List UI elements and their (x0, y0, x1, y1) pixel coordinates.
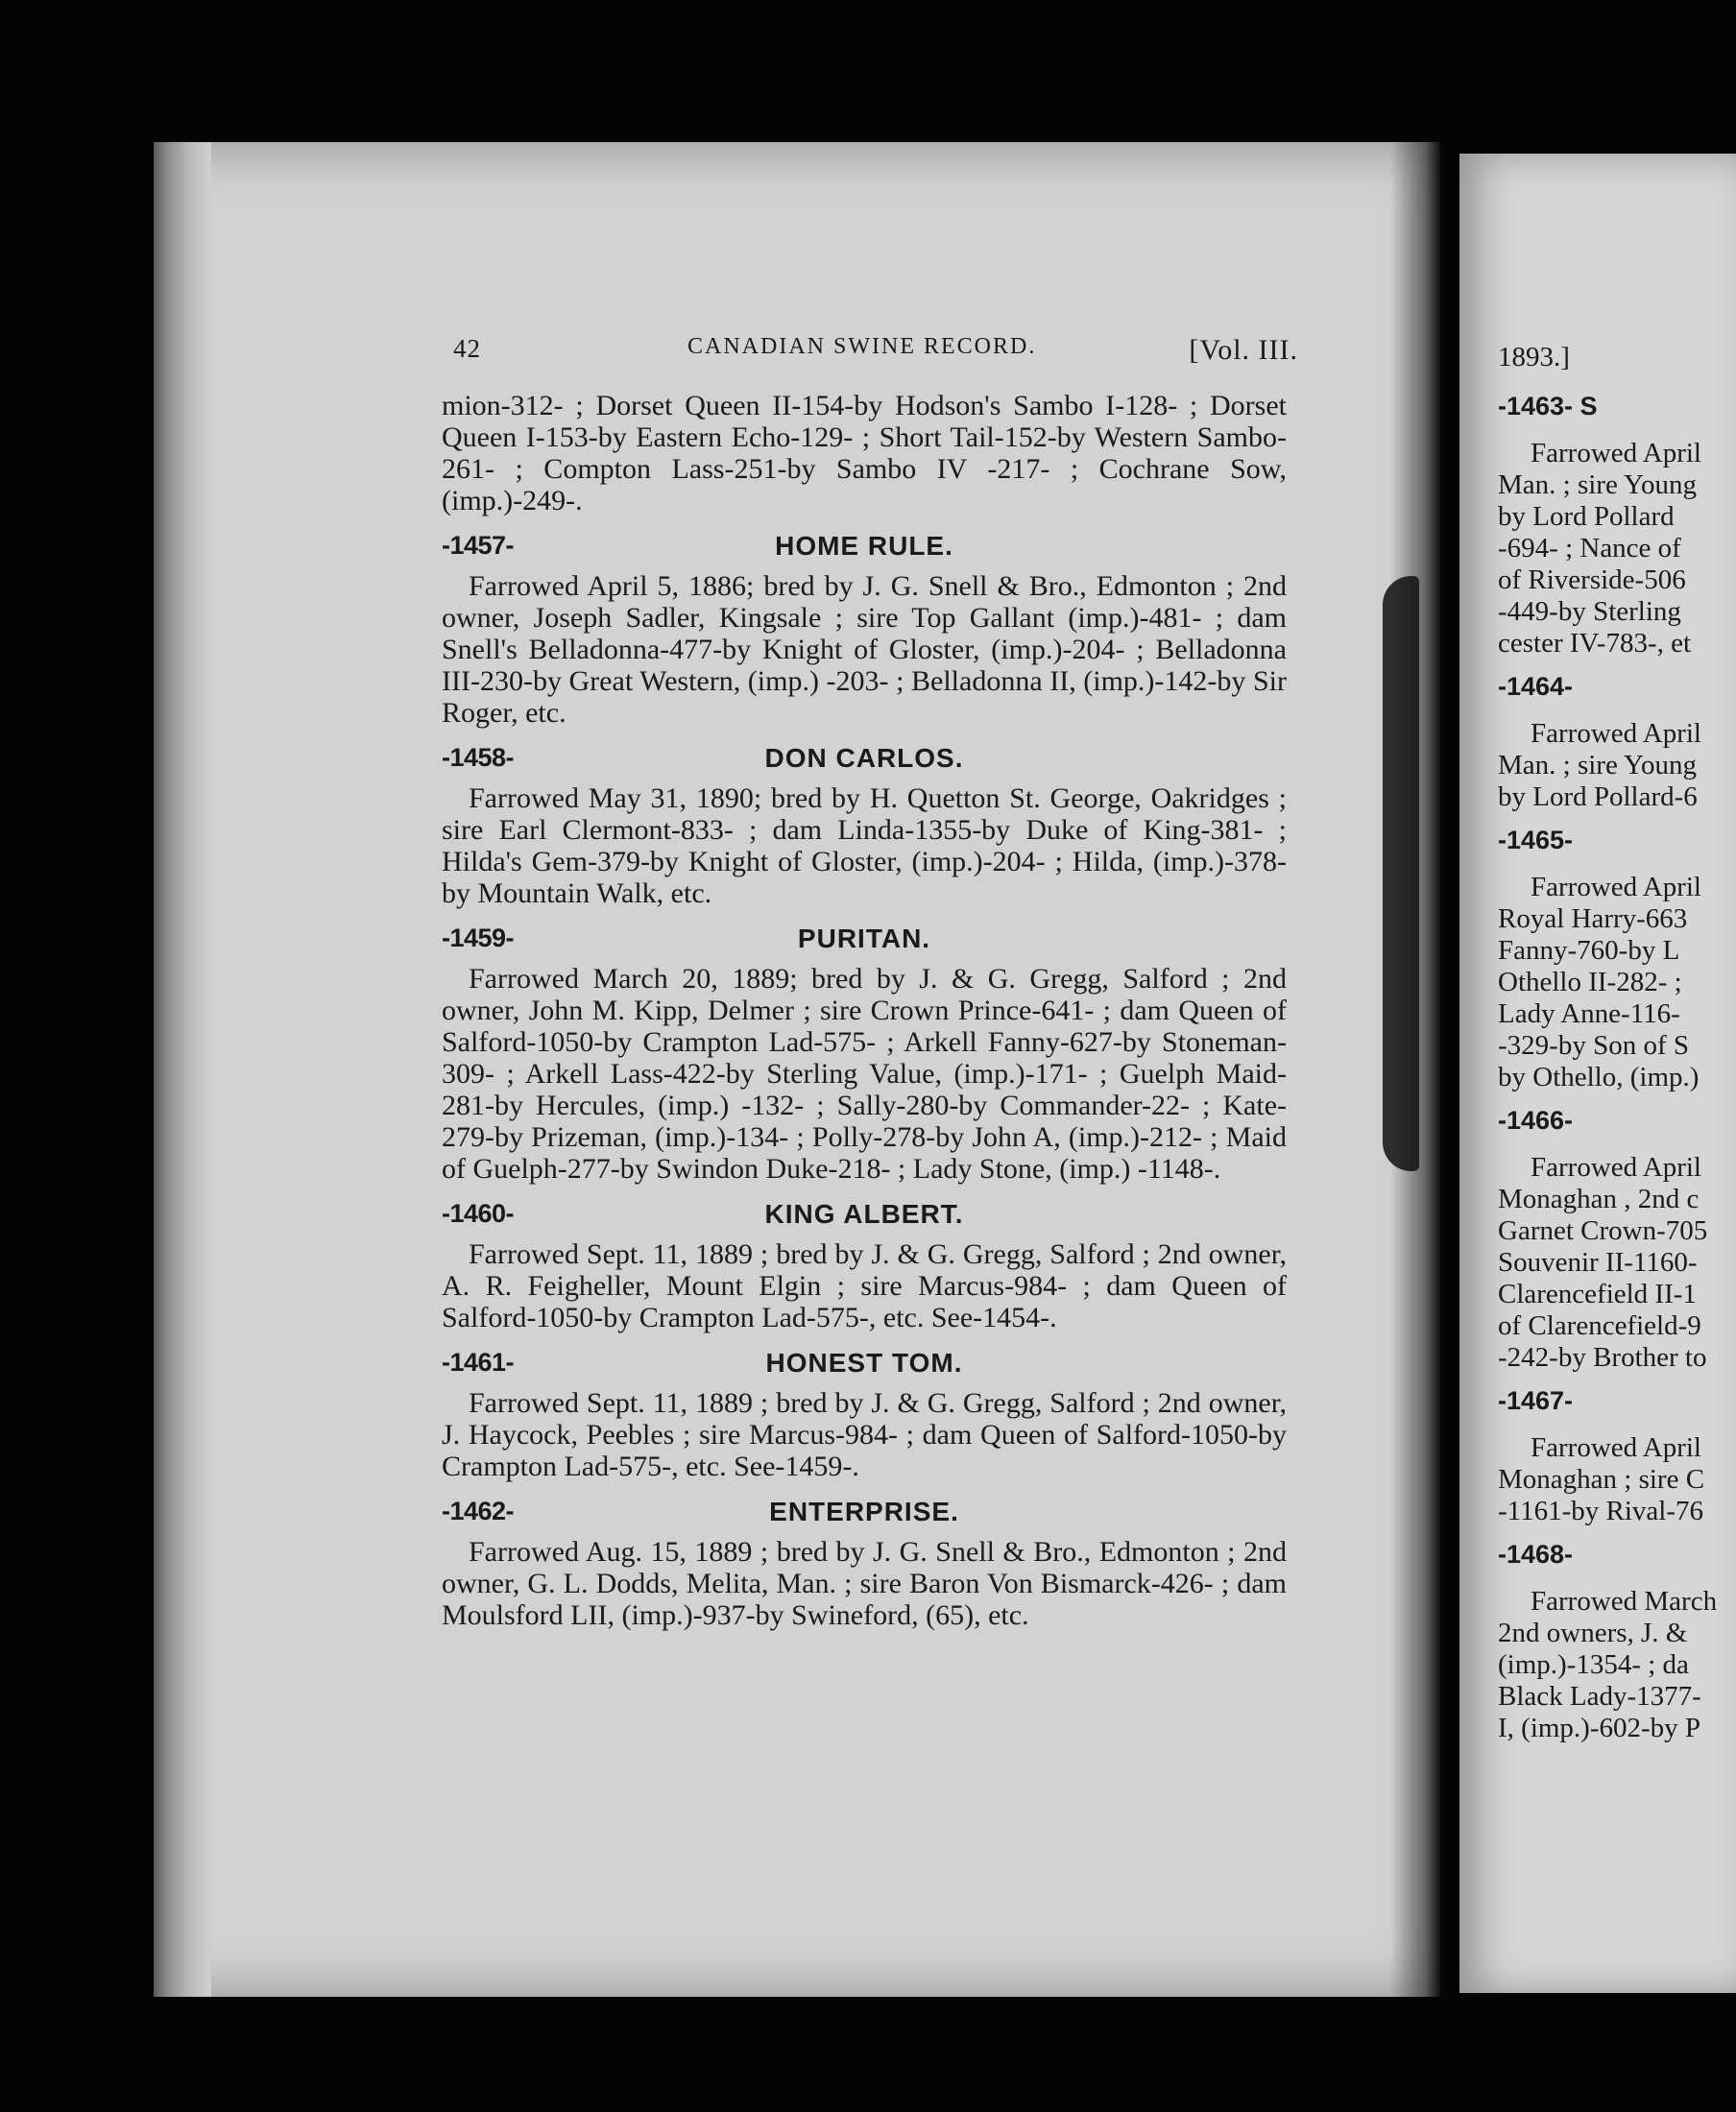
right-entry-line: Man. ; sire Young (1498, 469, 1698, 500)
page-number: 42 (453, 334, 481, 363)
right-entry-line: Farrowed April (1531, 1432, 1701, 1463)
entry-name: KING ALBERT. (764, 1199, 964, 1229)
right-entry-line: (imp.)-1354- ; da (1498, 1649, 1689, 1680)
right-entry-number: -1463- S (1498, 392, 1598, 420)
entry-1457 (442, 526, 1287, 729)
right-entry-line: Royal Harry-663 (1498, 903, 1688, 934)
left-page-body (442, 390, 1287, 1631)
spine-shadow (1383, 576, 1419, 1171)
entry-1461 (442, 1343, 1287, 1482)
entry-number: -1459- (442, 924, 515, 952)
right-entry-number: -1468- (1498, 1540, 1574, 1569)
right-entry-line: Farrowed April (1531, 1152, 1701, 1183)
right-entry-line: Monaghan , 2nd c (1498, 1184, 1700, 1214)
right-entry-line: Souvenir II-1160- (1498, 1247, 1698, 1278)
right-entry-line: Farrowed April (1531, 438, 1701, 468)
right-entry-line: of Riverside-506 (1498, 564, 1686, 595)
right-entry-number: -1467- (1498, 1386, 1574, 1415)
right-entry-line: Clarencefield II-1 (1498, 1279, 1697, 1309)
entry-1460 (442, 1194, 1287, 1333)
entry-heading (442, 919, 1287, 961)
right-entry-line: Monaghan ; sire C (1498, 1464, 1705, 1495)
entry-heading (442, 1343, 1287, 1385)
entry-number: -1458- (442, 743, 515, 772)
right-entry-number: -1465- (1498, 826, 1574, 854)
page-header (453, 334, 1298, 372)
right-entry-line: of Clarencefield-9 (1498, 1310, 1701, 1341)
right-entry-line: Farrowed March (1531, 1586, 1718, 1617)
entry-text: Farrowed March 20, 1889; bred by J. & G. Gregg, Salford ; 2nd owner, John M. Kipp, Delmer ; sire Crown Prince-641- ; dam Queen of Salford-1050-by Crampton Lad-575- ; Arkell Fanny-627-by Stoneman-309- ; Arkell Lass-422-by Sterling Value, (imp.)-171- ; Guelph Maid-281-by Hercules, (imp.) -132- ; Sally-280-by Commander-22- ; Kate-279-by Prizeman, (imp.)-134- ; Polly-278-by John A, (imp.)-212- ; Maid of Guelph-277-by Swindon Duke-218- ; Lady Stone, (imp.) -1148-. (442, 963, 1287, 1185)
right-entry-line: Farrowed April (1531, 872, 1701, 902)
entry-name: HOME RULE. (775, 531, 953, 561)
right-entry-line: Garnet Crown-705 (1498, 1215, 1708, 1246)
entry-1459 (442, 919, 1287, 1185)
entry-1458 (442, 738, 1287, 909)
entry-name: DON CARLOS. (764, 743, 964, 773)
right-entry-line: Othello II-282- ; (1498, 967, 1682, 997)
entry-heading (442, 1492, 1287, 1534)
right-page-header: 1893.] (1498, 342, 1570, 372)
entry-text: Farrowed Sept. 11, 1889 ; bred by J. & G. Gregg, Salford ; 2nd owner, A. R. Feigheller, Mount Elgin ; sire Marcus-984- ; dam Queen of Salford-1050-by Crampton Lad-575-, etc. See-1454-. (442, 1238, 1287, 1333)
entry-heading (442, 1194, 1287, 1236)
right-entry-line: -329-by Son of S (1498, 1030, 1689, 1061)
entry-heading (442, 738, 1287, 780)
entry-heading (442, 526, 1287, 568)
entry-1462 (442, 1492, 1287, 1631)
entry-text: Farrowed May 31, 1890; bred by H. Quetton St. George, Oakridges ; sire Earl Clermont-833- ; dam Linda-1355-by Duke of King-381- ; Hilda's Gem-379-by Knight of Gloster, (imp.)-204- ; Hilda, (imp.)-378-by Mountain Walk, etc. (442, 782, 1287, 909)
right-entry-line: by Othello, (imp.) (1498, 1062, 1700, 1092)
right-entry-line: -449-by Sterling (1498, 596, 1681, 627)
right-entry-line: Lady Anne-116- (1498, 998, 1680, 1029)
entry-number: -1457- (442, 531, 515, 560)
running-title: CANADIAN SWINE RECORD. (687, 334, 1037, 359)
right-entry-number: -1466- (1498, 1106, 1574, 1135)
right-entry-line: -694- ; Nance of (1498, 533, 1681, 564)
right-entry-line: I, (imp.)-602-by P (1498, 1713, 1701, 1743)
entry-number: -1462- (442, 1497, 515, 1525)
right-entry-line: by Lord Pollard (1498, 501, 1675, 532)
entry-text: Farrowed April 5, 1886; bred by J. G. Snell & Bro., Edmonton ; 2nd owner, Joseph Sadler, Kingsale ; sire Top Gallant (imp.)-481- ; dam Snell's Belladonna-477-by Knight of Gloster, (imp.)-204- ; Belladonna III-230-by Great Western, (imp.) -203- ; Belladonna II, (imp.)-142-by Sir Roger, etc. (442, 570, 1287, 729)
entry-name: PURITAN. (797, 924, 931, 953)
right-entry-line: Man. ; sire Young (1498, 750, 1698, 780)
right-entry-line: 2nd owners, J. & (1498, 1618, 1688, 1648)
right-entry-line: cester IV-783-, et (1498, 628, 1692, 659)
right-entry-line: -242-by Brother to (1498, 1342, 1707, 1373)
right-entry-line: Black Lady-1377- (1498, 1681, 1701, 1712)
left-page-edge (154, 142, 211, 1997)
right-page-column (1498, 342, 1736, 1744)
entry-number: -1461- (442, 1348, 515, 1377)
right-entry-number: -1464- (1498, 672, 1574, 701)
volume-label: [Vol. III. (1189, 334, 1298, 366)
entry-name: HONEST TOM. (765, 1348, 963, 1378)
right-entry-line: Farrowed April (1531, 718, 1701, 749)
entry-number: -1460- (442, 1199, 515, 1228)
right-page-entries (1498, 391, 1736, 1744)
continuation-paragraph: mion-312- ; Dorset Queen II-154-by Hodson's Sambo I-128- ; Dorset Queen I-153-by Eastern Echo-129- ; Short Tail-152-by Western Sambo-261- ; Compton Lass-251-by Sambo IV -217- ; Cochrane Sow, (imp.)-249-. (442, 390, 1287, 516)
entry-text: Farrowed Sept. 11, 1889 ; bred by J. & G. Gregg, Salford ; 2nd owner, J. Haycock, Peebles ; sire Marcus-984- ; dam Queen of Salford-1050-by Crampton Lad-575-, etc. See-1459-. (442, 1387, 1287, 1482)
entry-text: Farrowed Aug. 15, 1889 ; bred by J. G. Snell & Bro., Edmonton ; 2nd owner, G. L. Dodds, Melita, Man. ; sire Baron Von Bismarck-426- ; dam Moulsford LII, (imp.)-937-by Swineford, (65), etc. (442, 1536, 1287, 1631)
right-entry-line: -1161-by Rival-76 (1498, 1496, 1703, 1526)
right-entry-line: by Lord Pollard-6 (1498, 781, 1698, 812)
entry-name: ENTERPRISE. (769, 1497, 959, 1526)
right-entry-line: Fanny-760-by L (1498, 935, 1680, 966)
